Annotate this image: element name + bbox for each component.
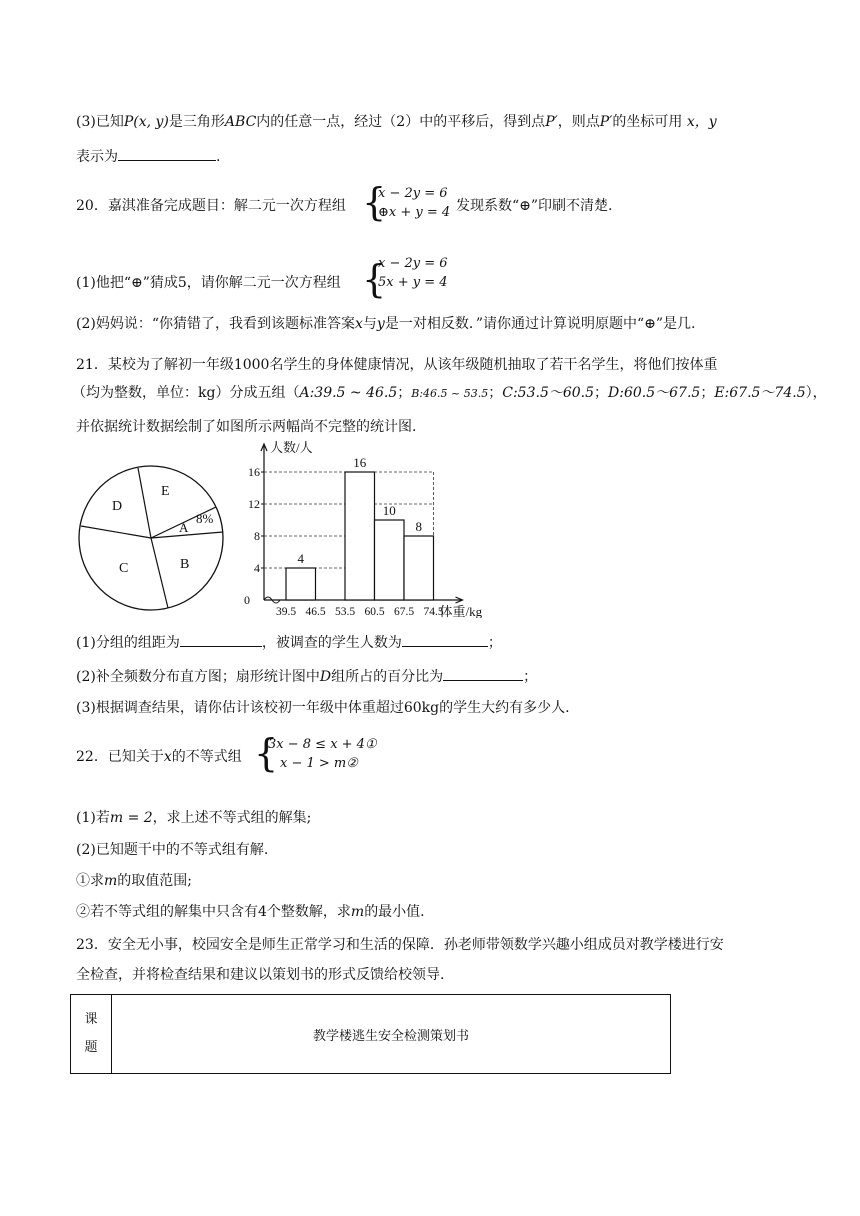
plan-table	[70, 994, 671, 1074]
table-label: 课题	[84, 1012, 98, 1055]
histogram-bar	[345, 472, 375, 600]
y-tick-label: 16	[248, 465, 260, 479]
q19-part3-line2: 表示为 .	[76, 145, 220, 167]
table-title: 教学楼逃生安全检测策划书	[312, 1028, 469, 1044]
y-tick-label: 0	[244, 593, 250, 607]
x-tick-label: 67.5	[393, 606, 415, 618]
q21-part1: (1)分组的组距为 ，被调查的学生人数为 ；	[76, 631, 502, 653]
q22-part2: (2)已知题干中的不等式组有解.	[76, 842, 269, 858]
x-tick-label: 74.5	[423, 606, 444, 618]
histogram-chart	[242, 438, 512, 618]
q19-part3-line1: (3)已知P(x, y)是三角形ABC内的任意一点，经过（2）中的平移后，得到点P′，则点P′的坐标可用 x，y	[76, 114, 717, 130]
q21-part3: (3)根据调查结果，请你估计该校初一年级中体重超过60kg的学生大约有多少人.	[76, 700, 570, 716]
q22-brace: {	[254, 731, 279, 775]
bar-data-label: 8	[415, 519, 422, 534]
q20-stem-tail: 发现系数“⊕”印刷不清楚.	[456, 198, 613, 214]
point-p: P(x, y)	[123, 114, 169, 130]
q20-stem: 20．嘉淇准备完成题目：解二元一次方程组	[76, 198, 346, 214]
q20-part1-system: x − 2y = 6 5x + y = 4	[378, 256, 448, 290]
q22-sub2: ②若不等式组的解集中只含有4个整数解，求m的最小值.	[76, 904, 425, 920]
q23-stem-line1: 23．安全无小事，校园安全是师生正常学习和生活的保障．孙老师带领数学兴趣小组成员对教学楼进行安	[76, 937, 724, 953]
pie-label-B: B	[180, 557, 190, 572]
bar-data-label: 16	[353, 455, 367, 470]
histogram-bar	[404, 536, 434, 600]
pie-label-A: A	[179, 520, 189, 535]
y-axis-label: 人数/人	[270, 440, 313, 455]
pie-divider-C-D	[81, 526, 151, 538]
table-label-cell	[71, 995, 112, 1074]
q23-stem-line2: 全检查，并将检查结果和建议以策划书的形式反馈给校领导.	[76, 967, 445, 983]
q21-stem-line1: 21．某校为了解初一年级1000名学生的身体健康情况，从该年级随机抽取了若干名学生，将他们按体重	[76, 357, 718, 373]
x-axis-label: 体重/kg	[439, 604, 483, 618]
y-tick-label: 4	[254, 561, 260, 575]
q20-brace: {	[362, 180, 387, 224]
y-tick-label: 12	[248, 497, 260, 511]
pie-chart	[76, 460, 236, 620]
pie-divider-B-C	[151, 538, 168, 608]
x-tick-label: 46.5	[305, 606, 326, 618]
pie-label-C: C	[119, 561, 129, 576]
x-tick-label: 53.5	[334, 606, 356, 618]
q20-system: x − 2y = 6 ⊕x + y = 4	[378, 186, 451, 220]
pie-label-E: E	[161, 484, 170, 499]
q21-stem-line3: 并依据统计数据绘制了如图所示两幅尚不完整的统计图.	[76, 419, 417, 435]
q22-part1: (1)若m = 2，求上述不等式组的解集;	[76, 810, 312, 826]
pie-divider-D-E	[138, 468, 151, 538]
bar-data-label: 10	[382, 503, 396, 518]
answer-blank[interactable]	[118, 145, 216, 161]
pie-label-D: D	[112, 499, 123, 514]
y-tick-label: 8	[254, 529, 260, 543]
table-title-cell	[112, 995, 671, 1074]
q22-system: 3x − 8 ≤ x + 4① x − 1 > m②	[268, 737, 377, 771]
histogram-bar	[286, 568, 316, 600]
answer-blank-count[interactable]	[402, 631, 488, 647]
q20-part1-brace: {	[362, 257, 387, 301]
q21-part2: (2)补全频数分布直方图；扇形统计图中D组所占的百分比为 ；	[76, 665, 537, 687]
q20-part2: (2)妈妈说：“你猜错了，我看到该题标准答案x与y是一对相反数．”请你通过计算说明原题中“⊕”是几.	[76, 316, 696, 332]
q22-sub1: ①求m的取值范围;	[76, 873, 192, 889]
x-tick-label: 60.5	[364, 606, 385, 618]
q22-stem: 22．已知关于x的不等式组	[76, 749, 242, 765]
bar-data-label: 4	[297, 551, 304, 566]
pie-annotation-A: 8%	[196, 511, 214, 526]
answer-blank-interval[interactable]	[180, 631, 262, 647]
x-tick-label: 39.5	[275, 606, 297, 618]
q21-stem-line2: （均为整数，单位：kg）分成五组（A:39.5 ~ 46.5；B:46.5 ~ 53.5；C:53.5～60.5；D:60.5～67.5；E:67.5～74.5），	[72, 385, 827, 401]
histogram-bar	[375, 520, 405, 600]
answer-blank-percent[interactable]	[443, 665, 523, 681]
q20-part1: (1)他把“⊕”猜成5，请你解二元一次方程组	[76, 275, 341, 291]
